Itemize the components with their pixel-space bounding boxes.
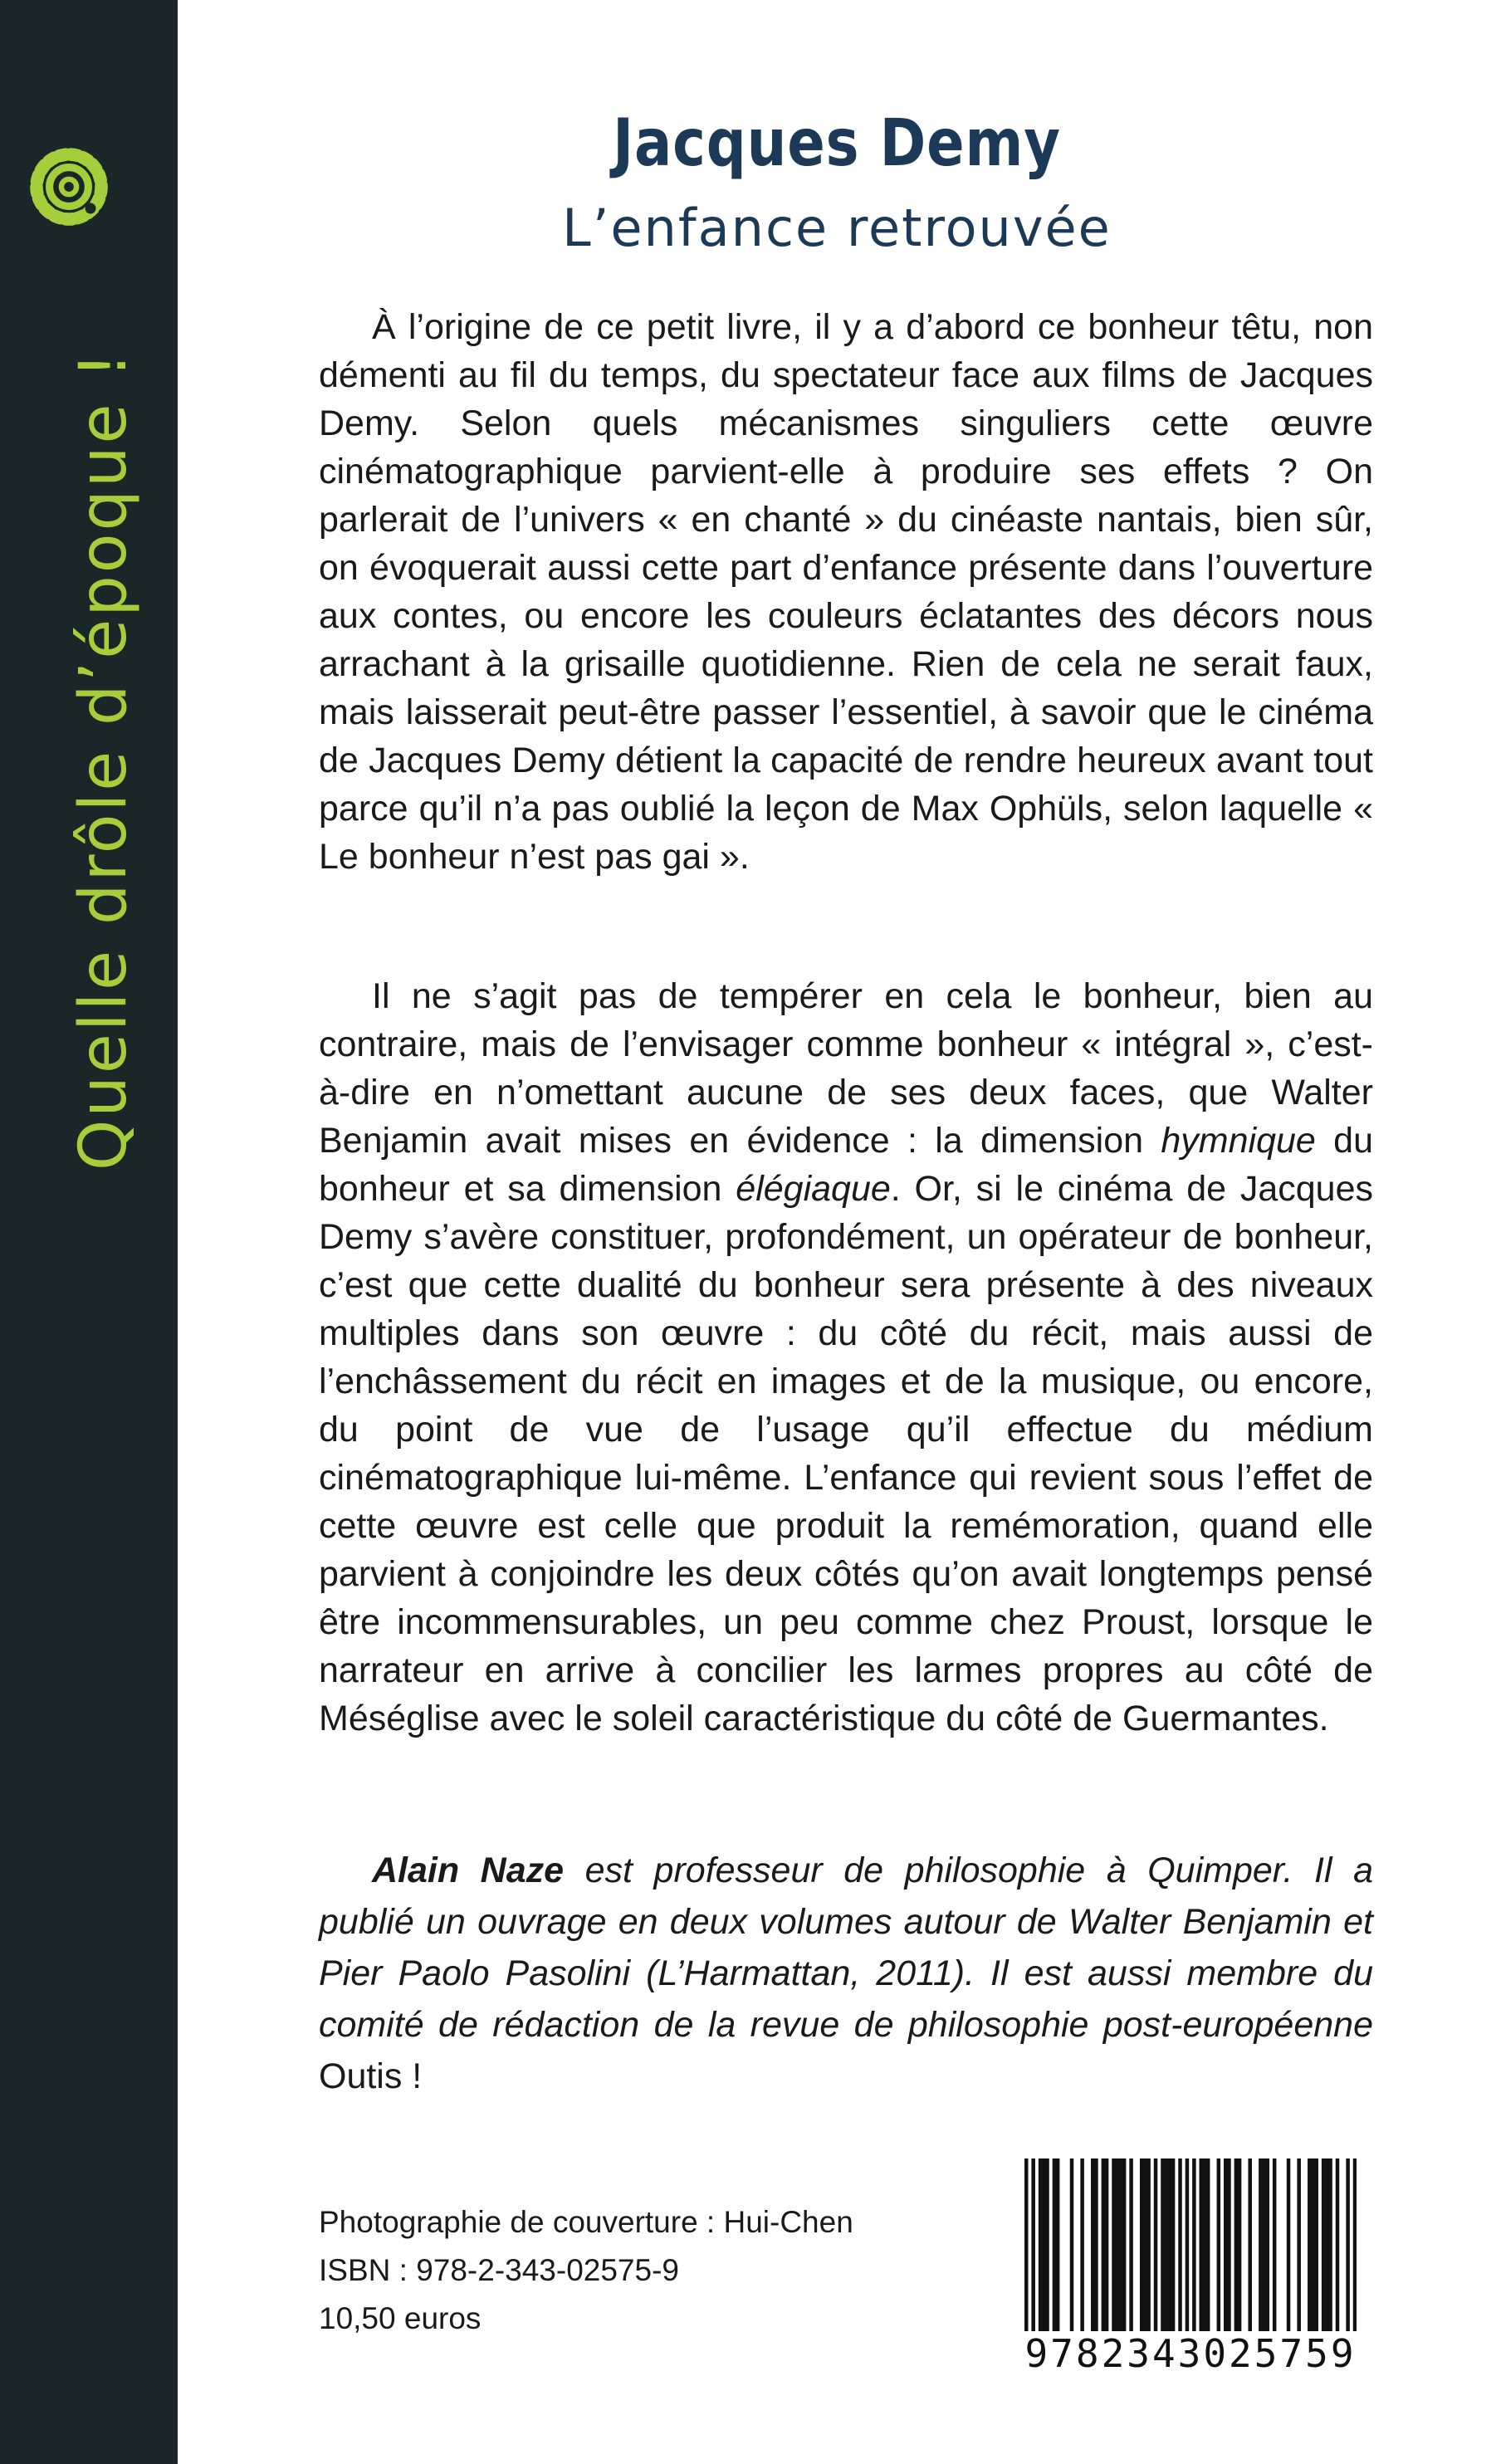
author-bio-text: est professeur de philosophie à Quimper. Il a publié un ouvrage en deux volumes autour de Walter Benjamin et Pier Paolo Pasolini (L’Harmattan, 2011). Il est aussi membre du comité de rédaction de la revue de philosophie post-européenne bbox=[319, 1850, 1373, 2045]
barcode-bar bbox=[1259, 2158, 1263, 2341]
barcode-bar bbox=[1266, 2158, 1270, 2341]
summary-paragraph-1: À l’origine de ce petit livre, il y a d’abord ce bonheur têtu, non démenti au fil du temps, du spectateur face aux films de Jacques Demy. Selon quels mécanismes singuliers cette œuvre cinématographique parvient-elle à produire ses effets ? On parlerait de l’univers « en chanté » du cinéaste nantais, bien sûr, on évoquerait aussi cette part d’enfance présente dans l’ouverture aux contes, ou encore les couleurs éclatantes des décors nous arrachant à la grisaille quotidienne. Rien de cela ne serait faux, mais laisserait peut-être passer l’essentiel, à savoir que le cinéma de Jacques Demy détient la capacité de rendre heureux avant tout parce qu’il n’a pas oublié la leçon de Max Ophüls, selon laquelle « Le bonheur n’est pas gai ». bbox=[319, 307, 1373, 877]
barcode-bar bbox=[1346, 2158, 1350, 2341]
barcode-bar bbox=[1122, 2158, 1127, 2341]
author-name: Alain Naze bbox=[372, 1850, 565, 1890]
colophon bbox=[319, 2198, 853, 2343]
barcode-bar bbox=[1056, 2158, 1060, 2341]
barcode-bar bbox=[1164, 2158, 1168, 2341]
barcode-bar bbox=[1287, 2158, 1291, 2341]
barcode-bar bbox=[1248, 2158, 1252, 2341]
barcode-number: 9782343025759 bbox=[1008, 2331, 1373, 2376]
barcode-bar bbox=[1322, 2158, 1326, 2341]
book-title: Jacques Demy bbox=[613, 106, 1061, 181]
barcode-bar bbox=[1080, 2158, 1084, 2341]
barcode-bar bbox=[1042, 2158, 1046, 2341]
barcode-bar bbox=[1178, 2158, 1182, 2341]
barcode-bar bbox=[1161, 2158, 1165, 2341]
barcode-bar bbox=[1045, 2158, 1049, 2341]
emphasis-hymnique: hymnique bbox=[1161, 1121, 1316, 1161]
barcode-bar bbox=[1115, 2158, 1119, 2341]
barcode-bar bbox=[1328, 2158, 1332, 2341]
barcode-bar bbox=[1297, 2158, 1301, 2341]
barcode-bar bbox=[1112, 2158, 1116, 2341]
barcode-bar bbox=[1192, 2158, 1196, 2341]
barcode-bar bbox=[1094, 2158, 1098, 2341]
barcode-bar bbox=[1171, 2158, 1176, 2341]
barcode-bar bbox=[1168, 2158, 1172, 2341]
barcode-bar bbox=[1203, 2158, 1207, 2341]
barcode-bar bbox=[1140, 2158, 1144, 2341]
emphasis-elegiaque: élégiaque bbox=[736, 1169, 891, 1209]
journal-name: Outis ! bbox=[319, 2056, 423, 2096]
barcode-bar bbox=[1353, 2158, 1357, 2341]
barcode-bar bbox=[1143, 2158, 1147, 2341]
barcode-bar bbox=[1217, 2158, 1221, 2341]
book-subtitle: L’enfance retrouvée bbox=[562, 198, 1112, 258]
paragraph-2-text-c: . Or, si le cinéma de Jacques Demy s’avère constituer, profondément, un opérateur de bonheur, c’est que cette dualité du bonheur sera présente à des niveaux multiples dans son œuvre : du côté du récit, mais aussi de l’enchâssement du récit en images et de la musique, ou encore, du point de vue de l’usage qu’il effectue du médium cinématographique lui-même. L’enfance qui revient sous l’effet de cette œuvre est celle que produit la remémoration, quand elle parvient à conjoindre les deux côtés qu’on avait longtemps pensé être incommensurables, un peu comme chez Proust, lorsque le narrateur en arrive à concilier les larmes propres au côté de Méséglise avec le soleil caractéristique du côté de Guermantes. bbox=[319, 1169, 1373, 1738]
barcode-bar bbox=[1206, 2158, 1210, 2341]
barcode-bar bbox=[1336, 2158, 1340, 2341]
barcode-bar bbox=[1311, 2158, 1315, 2341]
barcode-bar bbox=[1146, 2158, 1151, 2341]
barcode-bars bbox=[1024, 2158, 1357, 2341]
barcode-bar bbox=[1238, 2158, 1242, 2341]
barcode bbox=[1008, 2150, 1373, 2399]
barcode-bar bbox=[1234, 2158, 1239, 2341]
barcode-bar bbox=[1325, 2158, 1329, 2341]
isbn: ISBN : 978-2-343-02575-9 bbox=[319, 2253, 679, 2287]
barcode-bar bbox=[1102, 2158, 1106, 2341]
barcode-bar bbox=[1200, 2158, 1204, 2341]
series-title: Quelle drôle d’époque ! bbox=[66, 350, 141, 1171]
barcode-bar bbox=[1262, 2158, 1266, 2341]
summary-paragraph-2 bbox=[319, 972, 1373, 1743]
barcode-bar bbox=[1053, 2158, 1057, 2341]
series-spine-band bbox=[0, 0, 178, 2464]
barcode-bar bbox=[1314, 2158, 1318, 2341]
barcode-bar bbox=[1024, 2158, 1029, 2341]
barcode-bar bbox=[1070, 2158, 1074, 2341]
price: 10,50 euros bbox=[319, 2301, 482, 2335]
author-bio bbox=[319, 1845, 1373, 2102]
barcode-bar bbox=[1154, 2158, 1158, 2341]
barcode-bar bbox=[1227, 2158, 1231, 2341]
barcode-bar bbox=[1224, 2158, 1228, 2341]
barcode-bar bbox=[1119, 2158, 1123, 2341]
barcode-bar bbox=[1039, 2158, 1043, 2341]
barcode-bar bbox=[1273, 2158, 1277, 2341]
barcode-bar bbox=[1186, 2158, 1190, 2341]
photo-credit: Photographie de couverture : Hui-Chen bbox=[319, 2205, 853, 2239]
paragraph-2-text-a: Il ne s’agit pas de tempérer en cela le bonheur, bien au contraire, mais de l’envisager comme bonheur « intégral », c’est-à-dire en n’omettant aucune de ses deux faces, que Walter Benjamin avait mises en évidence : la dimension bbox=[319, 976, 1373, 1161]
paragraph-2-text-b: du bonheur et sa dimension bbox=[319, 1121, 1374, 1209]
barcode-bar bbox=[1129, 2158, 1133, 2341]
barcode-bar bbox=[1105, 2158, 1109, 2341]
barcode-bar bbox=[1031, 2158, 1035, 2341]
barcode-bar bbox=[1308, 2158, 1312, 2341]
barcode-bar bbox=[1091, 2158, 1095, 2341]
